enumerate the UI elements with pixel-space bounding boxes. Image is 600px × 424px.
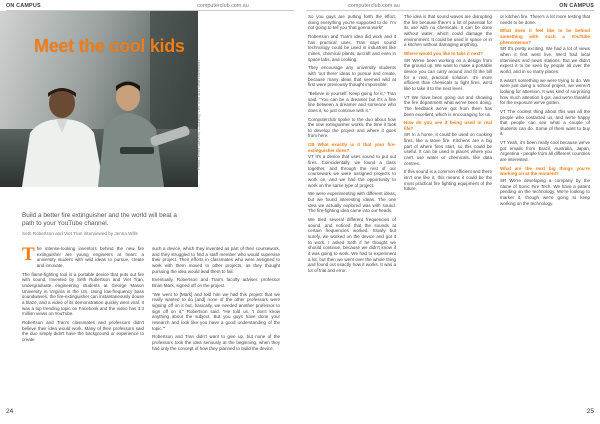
body-paragraph: We were experimenting with different ideas, but we found interesting ideas. The one idea we actually explored was with sound. The fire-fighting idea came into our heads. (308, 191, 396, 214)
body-paragraph: Robertson and Tran didn't want to give up, but none of the professors took the idea seriously at the beginning, when they had only the concept of how they planned to build the device. (152, 334, 280, 351)
body-paragraph: The flame-fighting tool is a portable device that puts out fire with sound. Invented by Seth Robertson and Viet Tran, undergraduate engineering students at George Mason University in Virginia in the US. Using low-frequency bass soundwaves, the fire-extinguisher can instantaneously douse a blaze, and a video of its demonstration quickly went viral. It was a top trending topic on Facebook and the video has 3.3 million views on YouTube. (22, 271, 144, 317)
photo-credit: Photo: Peter Stevens, Courtesy Viet Tran and Seth Robertson (196, 60, 201, 170)
article-col-4 (404, 14, 492, 406)
article-col-3 (308, 14, 396, 406)
interview-question: What are the next big things you're working on at the moment? (500, 165, 590, 177)
body-paragraph: So you guys are putting forth the effort, doing everything you're supposed to do. I'm not going to tell you 'that gonna work!' (308, 14, 396, 31)
section-tag-right: ON CAMPUS (559, 3, 594, 9)
section-tag-left: ON CAMPUS (6, 3, 41, 9)
article-col-2 (152, 246, 280, 406)
site-url-right: computerclub.com.au (348, 3, 400, 9)
body-paragraph: VT It's a device that uses sound to put out fires. Coincidentally, we found a class together, and through the rest of our coursework we were assigned projects to work on, and we had the opportunity to work on the same type of project. (308, 154, 396, 188)
body-paragraph: If this sound is a common efficient and there isn't one like it, this means it could be the most practical fire fighting equipment of the future. (404, 169, 492, 192)
body-paragraph: It wasn't something we were trying to do. We were just doing a school project, we weren't looking for attention. It was kind of surprising how much attention it got, and we're thankful for the exposure we've gotten. (500, 77, 590, 106)
body-paragraph: "We went to [Mark] and told him we had this project that we really wanted to do [and] none of the other professors were signing off on it but, basically, we needed another professor to sign off on it," Robertson said. "He told us, 'I don't know anything about the subject. But you guys have done your research and look like you have a good understanding of the topic.'" (152, 291, 280, 331)
body-paragraph: The intense-looking inventors behind the new fire extinguisher are young engineers at heart: a university student with wild ideas to pursue, create and innovate. (22, 244, 144, 268)
body-paragraph: SR We're developing a company by the name of Sonic Fire Tech. We have a patent pending on the technology. We're looking to market it, though we're going to keep working on the technology. (500, 178, 590, 206)
header-rule-right (306, 10, 594, 11)
headline: Meet the cool kids (34, 36, 185, 56)
body-paragraph: or kitchen fire. There's a lot more testing that needs to be done. (500, 14, 590, 25)
body-paragraph: VT Yeah, it's been really cool because we've got emails from Brazil, Australia, Japan, Argentina - people from all different countries are interested. (500, 140, 590, 163)
article-col-1 (22, 246, 144, 406)
standfirst: Build a better fire extinguisher and the world will beat a path to your YouTube channel. (22, 212, 177, 228)
body-paragraph: such a device, which they invented as part of their coursework, and they struggled to find a staff member who would supervise their project. Their efforts in classmates who were assigned to work with them moved to other projects, as they thought pursuing the idea would lead them to fail. (152, 246, 280, 274)
body-paragraph: VT We have been going out and showing the fire department what we've been doing. The feedback we've got from them has been excellent, which is encouraging for us. (404, 94, 492, 117)
interview-question: CB What exactly is it that your fire-extinguisher does? (308, 142, 396, 153)
interview-question: What does it feel like to be behind something with such a YouTube phenomenon? (500, 28, 590, 45)
interview-question: How do you see it being used in real life? (404, 120, 492, 131)
right-page (300, 0, 600, 424)
body-paragraph: SR It's pretty exciting. We had a lot of views when it first went live. We'd had local interviews and news stations. But we didn't expect it to be seen by people all over the world, and in so many places. (500, 46, 590, 74)
article-col-5 (500, 14, 590, 406)
body-paragraph: Robertson and Tran's idea did work and it has practical uses. Tran says sound technology could be used in industries like mines, chemical plants, aircraft and even in space labs, and cooking. (308, 33, 396, 62)
body-paragraph: Computerclub spoke to the duo about how the new extinguisher works, the time it took to develop the project and where it goes from here. (308, 116, 396, 139)
body-paragraph: Eventually, Robertson and Tran's faculty adviser, professor Brian Mark, signed off on the project. (152, 277, 280, 288)
drop-cap: T (22, 244, 35, 265)
body-paragraph: They encourage any university students with 'out there' ideas to pursue and create, because many ideas that seemed wild at first were previously thought impossible. (308, 65, 396, 88)
site-url-left: computerclub.com.au (197, 3, 249, 9)
byline: Seth Robertson and Viet Tran interviewed by Jenna Wills (22, 231, 138, 236)
body-paragraph: VT The coolest thing about this was all the people who contacted us, and we're happy that people can see what a couple of students can do. Some of them want to buy it. (500, 108, 590, 137)
body-paragraph: SR In a home, it could be used on cooking fires, like a stove fire. Kitchens are a big part of where fires start, so this could be useful. It can be used in places where you can't use water or chemicals, like data centres. (404, 132, 492, 166)
body-paragraph: SR We've been working on a design from the ground up. We want to make a portable device you can carry around and fit the bill for a real, practical solution. It's more efficient than chemicals to fight fires, we'd like to take it to the next level. (404, 57, 492, 91)
interview-question: Where would you like to take it next? (404, 50, 484, 56)
body-paragraph: The idea is that sound waves are disrupting the fire because there's a lot of potential for its use with no chemicals. It can be done without water, which could damage the environment. It could be used in space or in a kitchen without damaging anything. (404, 14, 492, 48)
body-paragraph: "Believe in yourself. Keep going for it," Tran said. "You can be a dreamer but it's a fine line between a dreamer and someone who does it, so just continue with it." (308, 90, 396, 113)
body-paragraph: We tried several different frequencies of sound, and noticed that the sounds at certain frequencies worked. Slowly but surely, we worked on the device and got it to work. I asked Seth if he thought we should continue, because we didn't know if it was going to work. We had to experiment a lot, but then we went over the whole thing and found out exactly how it works. It was a lot of trial and error. (308, 217, 396, 273)
page-number-right: 25 (586, 408, 594, 415)
body-paragraph: Robertson and Tran's classmates and professors didn't believe their idea would work. Many of their professors said the duo simply didn't have the background or experience to create (22, 319, 144, 342)
page-number-left: 24 (6, 408, 14, 415)
